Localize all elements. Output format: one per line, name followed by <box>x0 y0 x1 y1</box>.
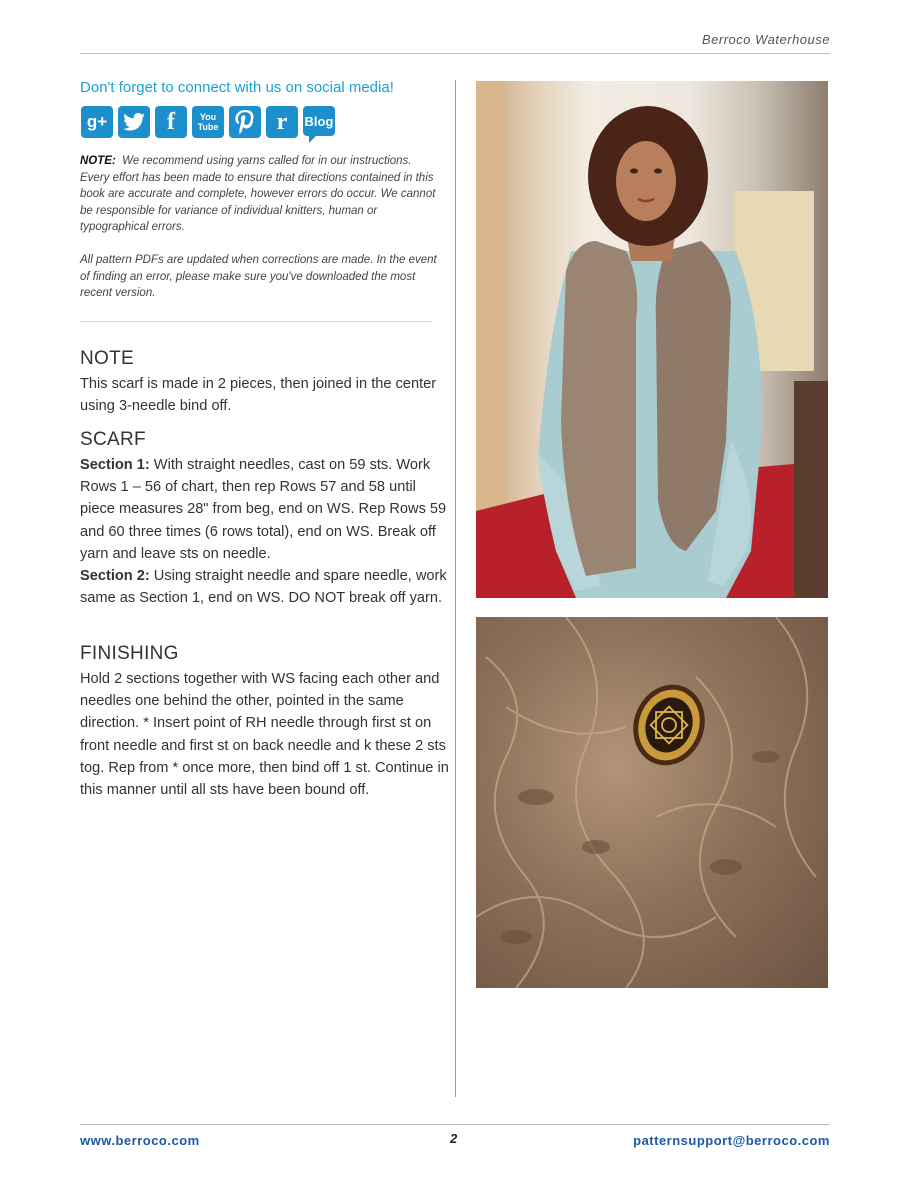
footer-divider <box>80 1124 830 1125</box>
header-title: Berroco Waterhouse <box>702 32 830 47</box>
model-photo <box>476 81 828 598</box>
column-divider <box>455 80 456 1097</box>
google-plus-icon[interactable]: g+ <box>81 106 113 138</box>
header-divider <box>80 53 830 54</box>
closeup-photo <box>476 617 828 988</box>
section-1-text: With straight needles, cast on 59 sts. Work Rows 1 – 56 of chart, then rep Rows 57 and 58 until piece measures 28" from beg, end on WS. Rep Rows 59 and 60 three times (6 rows total), end on WS. Break off yarn and leave sts on needle. <box>80 457 447 562</box>
section-2-label: Section 2: <box>80 568 150 585</box>
section-2-text: Using straight needle and spare needle, work same as Section 1, end on WS. DO NOT break off yarn. <box>80 568 447 607</box>
ravelry-icon[interactable]: r <box>266 106 298 138</box>
section-1-label: Section 1: <box>80 457 150 473</box>
disclaimer-update: All pattern PDFs are updated when corrections are made. In the event of finding an error, please make sure you've downloaded the most recent version. <box>80 254 437 299</box>
blog-icon[interactable]: Blog <box>303 106 335 136</box>
note-body: This scarf is made in 2 pieces, then joined in the center using 3-needle bind off. <box>80 376 437 415</box>
twitter-icon[interactable] <box>118 106 150 138</box>
disclaimer-note-text: We recommend using yarns called for in our instructions. Every effort has been made to ensure that directions contained in this book are accurate and complete, however errors do occur. We cannot be responsible for variance of individual knitters, human or typographical errors. <box>80 155 436 233</box>
scarf-section-1 <box>80 454 450 609</box>
disclaimer-note-label: NOTE: <box>80 155 116 167</box>
disclaimer-note <box>80 153 440 236</box>
youtube-icon[interactable]: You Tube <box>192 106 224 138</box>
social-icons-row <box>81 106 335 138</box>
facebook-icon[interactable]: f <box>155 106 187 138</box>
footer-website-link[interactable]: www.berroco.com <box>80 1133 200 1148</box>
pinterest-icon[interactable] <box>229 106 261 138</box>
finishing-heading: FINISHING <box>80 643 179 664</box>
section-separator <box>80 321 432 322</box>
page-number: 2 <box>450 1131 458 1146</box>
finishing-body: Hold 2 sections together with WS facing each other and needles one behind the other, pointed in the same direction. * Insert point of RH needle through first st on front needle and first st on back needle and k these 2 sts tog. Rep from * once more, then bind off 1 st. Continue in this manner until all sts have been bound off. <box>80 671 449 799</box>
scarf-heading: SCARF <box>80 429 146 450</box>
note-heading: NOTE <box>80 348 134 369</box>
social-heading: Don't forget to connect with us on social media! <box>80 79 394 96</box>
footer-email-link[interactable]: patternsupport@berroco.com <box>633 1133 830 1148</box>
